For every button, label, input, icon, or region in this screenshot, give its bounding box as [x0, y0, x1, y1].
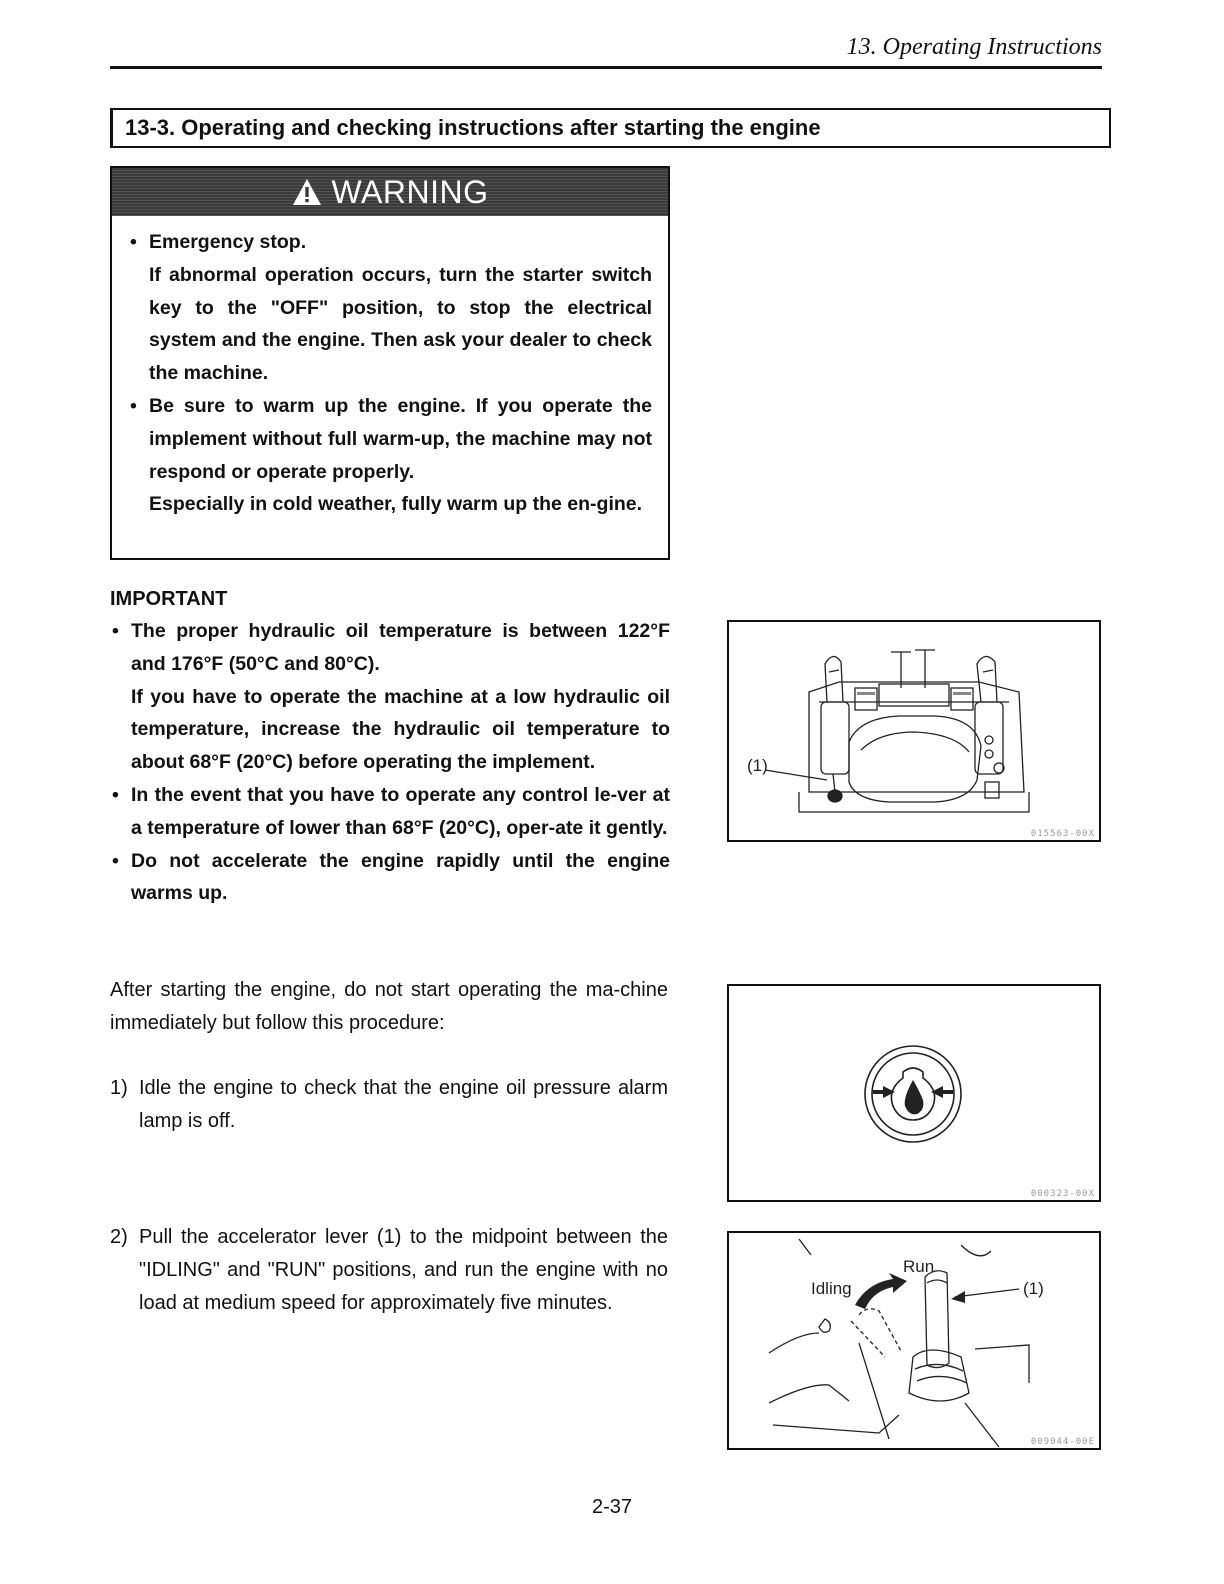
warning-item-emergency-stop [128, 226, 652, 390]
procedure-intro: After starting the engine, do not start operating the ma-chine immediately but follow this procedure: [110, 979, 668, 1034]
oil-pressure-lamp-icon [729, 986, 1099, 1200]
figure-code: 009044-00E [1030, 1437, 1095, 1447]
figure-oil-pressure-lamp [727, 984, 1101, 1202]
operator-console-illustration [729, 622, 1099, 840]
important-item-text: If you have to operate the machine at a low hydraulic oil temperature, increase the hydraulic oil temperature to about 68°F (20°C) before operating the implement. [131, 685, 670, 774]
important-heading: IMPORTANT [110, 588, 228, 610]
warning-item-text: Especially in cold weather, fully warm up the en-gine. [149, 493, 643, 516]
figure-operator-console [727, 620, 1101, 842]
important-section [110, 583, 670, 910]
warning-banner [112, 168, 668, 216]
warning-item-text: Be sure to warm up the engine. If you operate the implement without full warm-up, the machine may not respond or operate properly. [149, 394, 652, 483]
important-item-oil-temperature [110, 615, 670, 779]
bullet-icon: • [130, 231, 137, 253]
step-number: 2) [110, 1226, 128, 1248]
figure-accelerator-lever [727, 1231, 1101, 1450]
warning-triangle-icon [292, 178, 322, 206]
running-header [110, 30, 1102, 69]
important-item-text: The proper hydraulic oil temperature is between 122°F and 176°F (50°C and 80°C). [131, 620, 670, 675]
callout-1: (1) [1023, 1279, 1044, 1298]
warning-box [110, 166, 670, 560]
figure-code: 000323-00X [1030, 1189, 1095, 1199]
label-idling: Idling [811, 1279, 852, 1298]
bullet-icon: • [112, 849, 119, 872]
figure-code: 015563-00X [1030, 829, 1095, 839]
bullet-icon: • [112, 620, 119, 642]
warning-list [128, 226, 652, 521]
warning-item-warm-up [128, 390, 652, 521]
section-title: 13-3. Operating and checking instructions after starting the engine [110, 108, 1111, 148]
important-item-accelerate [110, 845, 670, 911]
warning-body [112, 216, 668, 521]
important-item-text: Do not accelerate the engine rapidly until the engine warms up. [131, 849, 670, 905]
warning-item-text: If abnormal operation occurs, turn the starter switch key to the "OFF" position, to stop the electrical system and the engine. Then ask your dealer to check the machine. [149, 263, 652, 385]
label-run: Run [903, 1257, 935, 1276]
callout-1: (1) [747, 756, 768, 775]
warning-label: WARNING [331, 173, 489, 210]
important-item-text: In the event that you have to operate any control le-ver at a temperature of lower than 68°F (20°C), oper-ate it gently. [131, 783, 670, 839]
page-number: 2-37 [591, 1496, 633, 1518]
step-text: Pull the accelerator lever (1) to the midpoint between the "IDLING" and "RUN" positions, and run the engine with no load at medium speed for approximately five minutes. [139, 1226, 668, 1314]
procedure-step-1 [110, 1072, 668, 1138]
step-text: Idle the engine to check that the engine oil pressure alarm lamp is off. [139, 1077, 668, 1132]
procedure-step-2 [110, 1221, 668, 1319]
warning-item-heading: Emergency stop. [149, 231, 307, 253]
important-item-control-lever [110, 779, 670, 845]
step-number: 1) [110, 1077, 128, 1099]
chapter-title: 13. Operating Instructions [846, 34, 1102, 60]
bullet-icon: • [112, 783, 119, 806]
bullet-icon: • [130, 394, 137, 417]
important-list [110, 615, 670, 910]
